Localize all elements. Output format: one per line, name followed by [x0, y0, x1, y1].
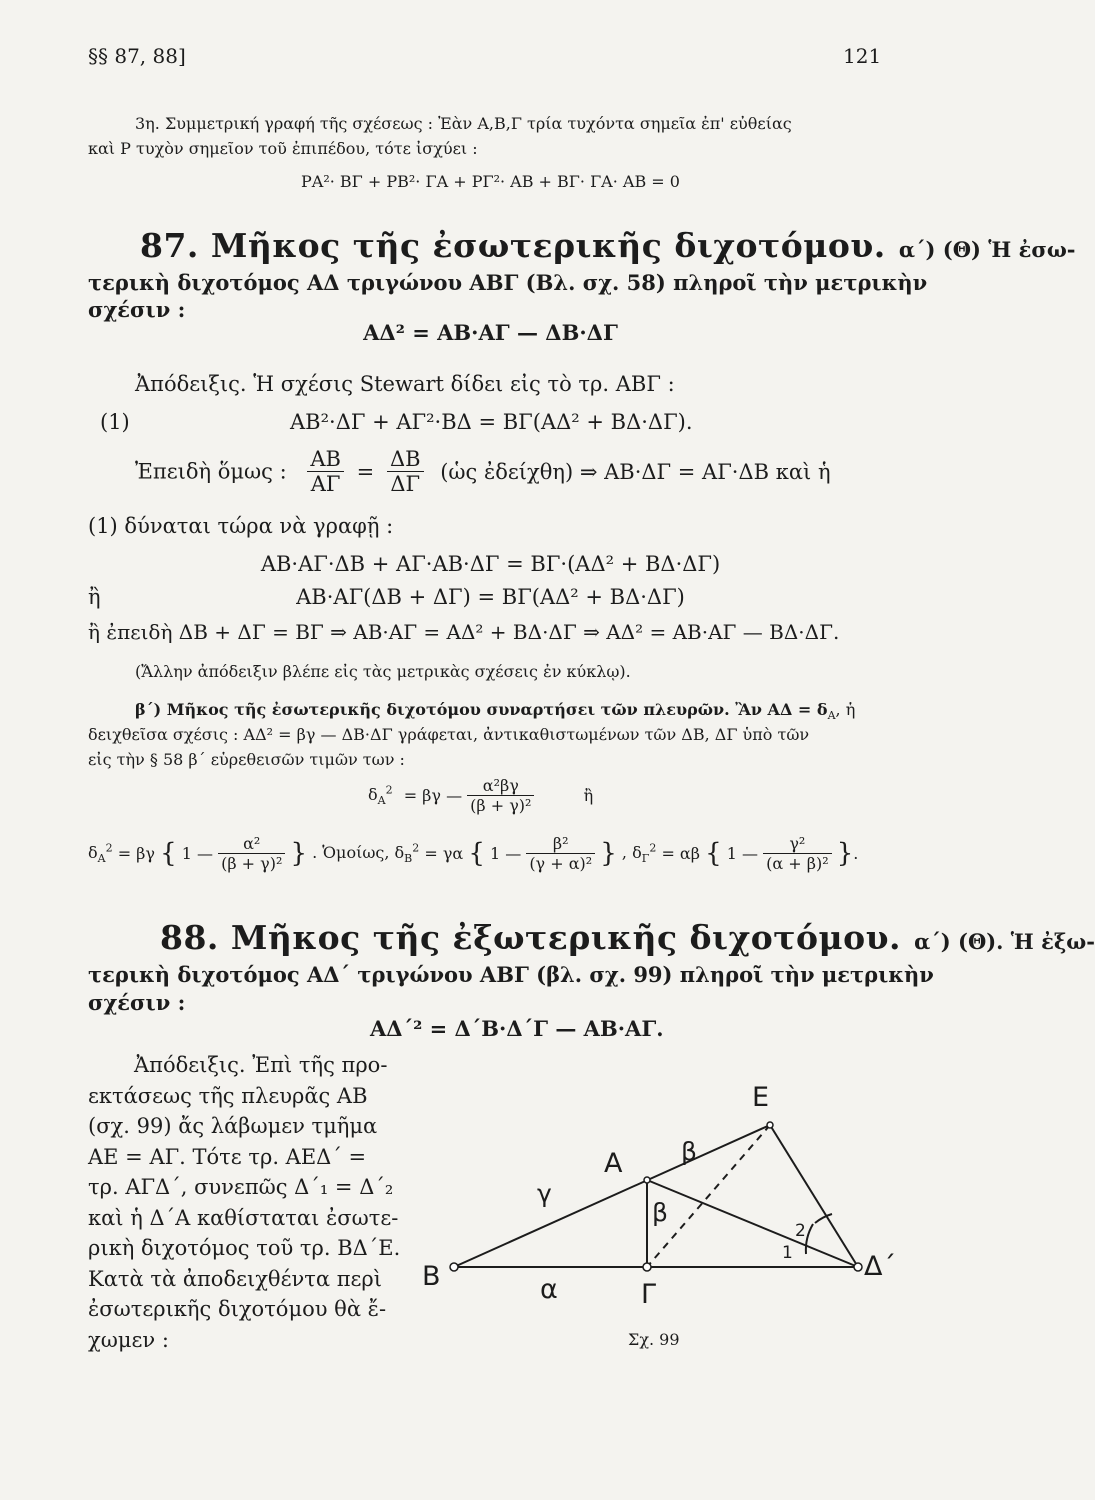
page-number: 121 — [843, 44, 882, 68]
section87-eq1-label: (1) — [100, 410, 130, 434]
proof-line: χωμεν : — [88, 1327, 169, 1352]
label-E: Ε — [752, 1082, 770, 1113]
fb-num: β² — [552, 834, 569, 853]
formula-b-den: (β + γ)² — [467, 795, 534, 815]
proof-line: Κατὰ τὰ ἀποδειχθέντα περὶ — [88, 1266, 382, 1291]
label-angle-1: 1 — [782, 1243, 793, 1263]
label-A: Α — [604, 1148, 623, 1179]
fc-sub: Γ — [641, 852, 650, 866]
section87-eq3: ΑΒ·ΑΓ(ΔΒ + ΔΓ) = ΒΓ(ΑΔ² + ΒΔ·ΔΓ) — [296, 585, 685, 609]
proof-line: (σχ. 99) ἄς λάβωμεν τμῆμα — [88, 1114, 378, 1138]
section87-b-line2: δειχθεῖσα σχέσις : ΑΔ² = βγ — ΔΒ·ΔΓ γράφεται, ἀντικαθιστωμένων τῶν ΔΒ, ΔΓ ὑπὸ τῶν — [88, 725, 810, 744]
section87-eq4: ἢ ἐπειδὴ ΔΒ + ΔΓ = ΒΓ ⇒ ΑΒ·ΑΓ = ΑΔ² + ΒΔ·ΔΓ ⇒ ΑΔ² = ΑΒ·ΑΓ — ΒΔ·ΔΓ. — [88, 620, 840, 644]
formula-b-or: ἢ — [583, 786, 594, 805]
label-beta-top: β — [681, 1137, 697, 1166]
section88-line3: σχέσιν : — [88, 990, 186, 1015]
fa-den: (β + γ)² — [218, 853, 285, 873]
final-formulas: $\delta_A^2 = \beta\gamma$ { 1 — $\frac{\text{α²}}{\text{(β + γ)²}}$ } . Ὁμοίως, $\delta_B^2 = \gamma\alpha$ { 1 — $\frac{\text{β²}}{\text{(γ + α)²}}$ } , $\delta_\Gamma^2 = \alpha\beta$ { 1 — $\frac{\text{γ²}}{\text{(α + β)²}}$ }. — [88, 834, 859, 873]
running-header-sections: §§ 87, 88] — [88, 44, 186, 68]
proof-line: Ἀπόδειξις. Ἐπὶ τῆς προ- — [134, 1053, 388, 1077]
angle-arc-1 — [806, 1224, 813, 1254]
label-angle-2: 2 — [795, 1221, 806, 1241]
label-alpha: α — [540, 1274, 558, 1305]
section87-proof-intro: Ἀπόδειξις. Ἡ σχέσις Stewart δίδει εἰς τὸ τρ. ΑΒΓ : — [135, 372, 675, 396]
section87-or: ἢ — [88, 585, 101, 609]
proof-line: ΑΕ = ΑΓ. Τότε τρ. ΑΕΔ΄ = — [88, 1144, 367, 1169]
fb-den: (γ + α)² — [526, 853, 595, 873]
fa-lhs: δ — [88, 843, 98, 863]
point-D — [854, 1263, 862, 1271]
fc-num: γ² — [789, 834, 806, 853]
since-frac2-den: ΔΓ — [387, 471, 424, 496]
section87-eq1: ΑΒ²·ΔΓ + ΑΓ²·ΒΔ = ΒΓ(ΑΔ² + ΒΔ·ΔΓ). — [290, 410, 693, 434]
b-line1-sub: Α — [827, 709, 836, 723]
section87-line2: τερικὴ διχοτόμος ΑΔ τριγώνου ΑΒΓ (Βλ. σχ. 58) πληροῖ τὴν μετρικὴν — [88, 270, 928, 295]
proof-line: ρικὴ διχοτόμος τοῦ τρ. ΒΔ΄Ε. — [88, 1236, 401, 1260]
formula-b-num: α²βγ — [482, 776, 519, 795]
section87-b-line3: εἰς τὴν § 58 β΄ εὑρεθεισῶν τιμῶν των : — [88, 750, 405, 769]
point-E — [767, 1122, 773, 1128]
fc-rhs: = αβ — [661, 844, 700, 863]
proof-line: εκτάσεως τῆς πλευρᾶς ΑΒ — [88, 1083, 368, 1108]
fb-rhs: = γα — [424, 844, 464, 863]
fc-lhs: , δ — [621, 843, 642, 863]
section87-title-tail: α΄) (Θ) Ἡ ἐσω- — [898, 237, 1076, 262]
section87-eq2: ΑΒ·ΑΓ·ΔΒ + ΑΓ·ΑΒ·ΔΓ = ΒΓ·(ΑΔ² + ΒΔ·ΔΓ) — [260, 552, 721, 576]
fb-similar: . Ὁμοίως, δ — [312, 843, 405, 863]
since-equals: = — [356, 459, 375, 484]
formula-b: $\delta_A^2 = \beta\gamma$ — $\frac{\text{α²βγ}}{\text{(β + γ)²}}$ ἢ — [368, 776, 594, 815]
section88-formula: ΑΔ΄² = Δ΄Β·Δ΄Γ — ΑΒ·ΑΓ. — [370, 1016, 664, 1041]
section88-line2: τερικὴ διχοτόμος ΑΔ΄ τριγώνου ΑΒΓ (βλ. σχ. 99) πληροῖ τὴν μετρικὴν — [88, 962, 934, 987]
formula-b-sub: Α — [377, 794, 386, 808]
section87-can-be-written: (1) δύναται τώρα νὰ γραφῇ : — [88, 514, 394, 538]
point-A — [644, 1177, 650, 1183]
b-line1-text: β΄) Μῆκος τῆς ἐσωτερικῆς διχοτόμου συναρτήσει τῶν πλευρῶν. Ἂν ΑΔ = δ — [135, 700, 828, 719]
section88-title-tail: α΄) (Θ). Ἡ ἐξω- — [914, 929, 1095, 954]
formula-b-lhs: δ — [368, 785, 378, 805]
fa-num: α² — [243, 834, 261, 853]
label-G: Γ — [641, 1279, 657, 1310]
section88-title: 88. Μῆκος τῆς ἐξωτερικῆς διχοτόμου. — [160, 918, 902, 957]
label-D: Δ΄ — [864, 1251, 896, 1282]
point-G — [643, 1263, 651, 1271]
section87-title: 87. Μῆκος τῆς ἐσωτερικῆς διχοτόμου. — [140, 226, 886, 265]
proof-line: καὶ ἡ Δ΄Α καθίσταται ἐσωτε- — [88, 1205, 399, 1230]
b-line1-end: , ἡ — [835, 700, 856, 719]
dashed-EG — [647, 1125, 770, 1267]
item3-formula: ΡΑ²· ΒΓ + ΡΒ²· ΓΑ + ΡΓ²· ΑΒ + ΒΓ· ΓΑ· ΑΒ = 0 — [301, 172, 680, 191]
proof-line: ἐσωτερικῆς διχοτόμου θὰ ἔ- — [88, 1297, 387, 1321]
since-frac2-num: ΔΒ — [389, 447, 421, 471]
fa-rhs: = βγ — [117, 844, 155, 863]
since-frac1-den: ΑΓ — [307, 471, 344, 496]
section87-other-proof: (Ἄλλην ἀπόδειξιν βλέπε εἰς τὰς μετρικὰς σχέσεις ἐν κύκλῳ). — [135, 662, 631, 681]
figure-caption: Σχ. 99 — [628, 1330, 680, 1349]
fb-sub: Β — [404, 852, 413, 866]
label-B: Β — [422, 1261, 441, 1292]
item3-line1: 3η. Συμμετρική γραφή τῆς σχέσεως : Ἐὰν Α,Β,Γ τρία τυχόντα σημεῖα ἐπ' εὐθείας — [135, 114, 792, 133]
since-suffix: (ὡς ἐδείχθη) ⇒ ΑΒ·ΔΓ = ΑΓ·ΔΒ καὶ ἡ — [440, 459, 831, 484]
bisector-AD — [647, 1180, 858, 1267]
formula-b-mid: = βγ — — [403, 786, 463, 805]
label-gamma: γ — [537, 1179, 552, 1208]
proof-line: τρ. ΑΓΔ΄, συνεπῶς Δ΄₁ = Δ΄₂ — [88, 1175, 394, 1199]
section87-line3: σχέσιν : — [88, 297, 186, 322]
side-BE — [454, 1125, 770, 1267]
since-prefix: Ἐπειδὴ ὅμως : — [135, 459, 287, 484]
item3-line2: καὶ Ρ τυχὸν σημεῖον τοῦ ἐπιπέδου, τότε ἰσχύει : — [88, 139, 478, 158]
fc-den: (α + β)² — [763, 853, 832, 873]
point-B — [450, 1263, 458, 1271]
section87-formula: ΑΔ² = ΑΒ·ΑΓ — ΔΒ·ΔΓ — [363, 320, 618, 345]
since-frac1-num: ΑΒ — [310, 447, 341, 471]
fa-sub: Α — [97, 852, 106, 866]
label-beta-mid: β — [652, 1198, 668, 1227]
